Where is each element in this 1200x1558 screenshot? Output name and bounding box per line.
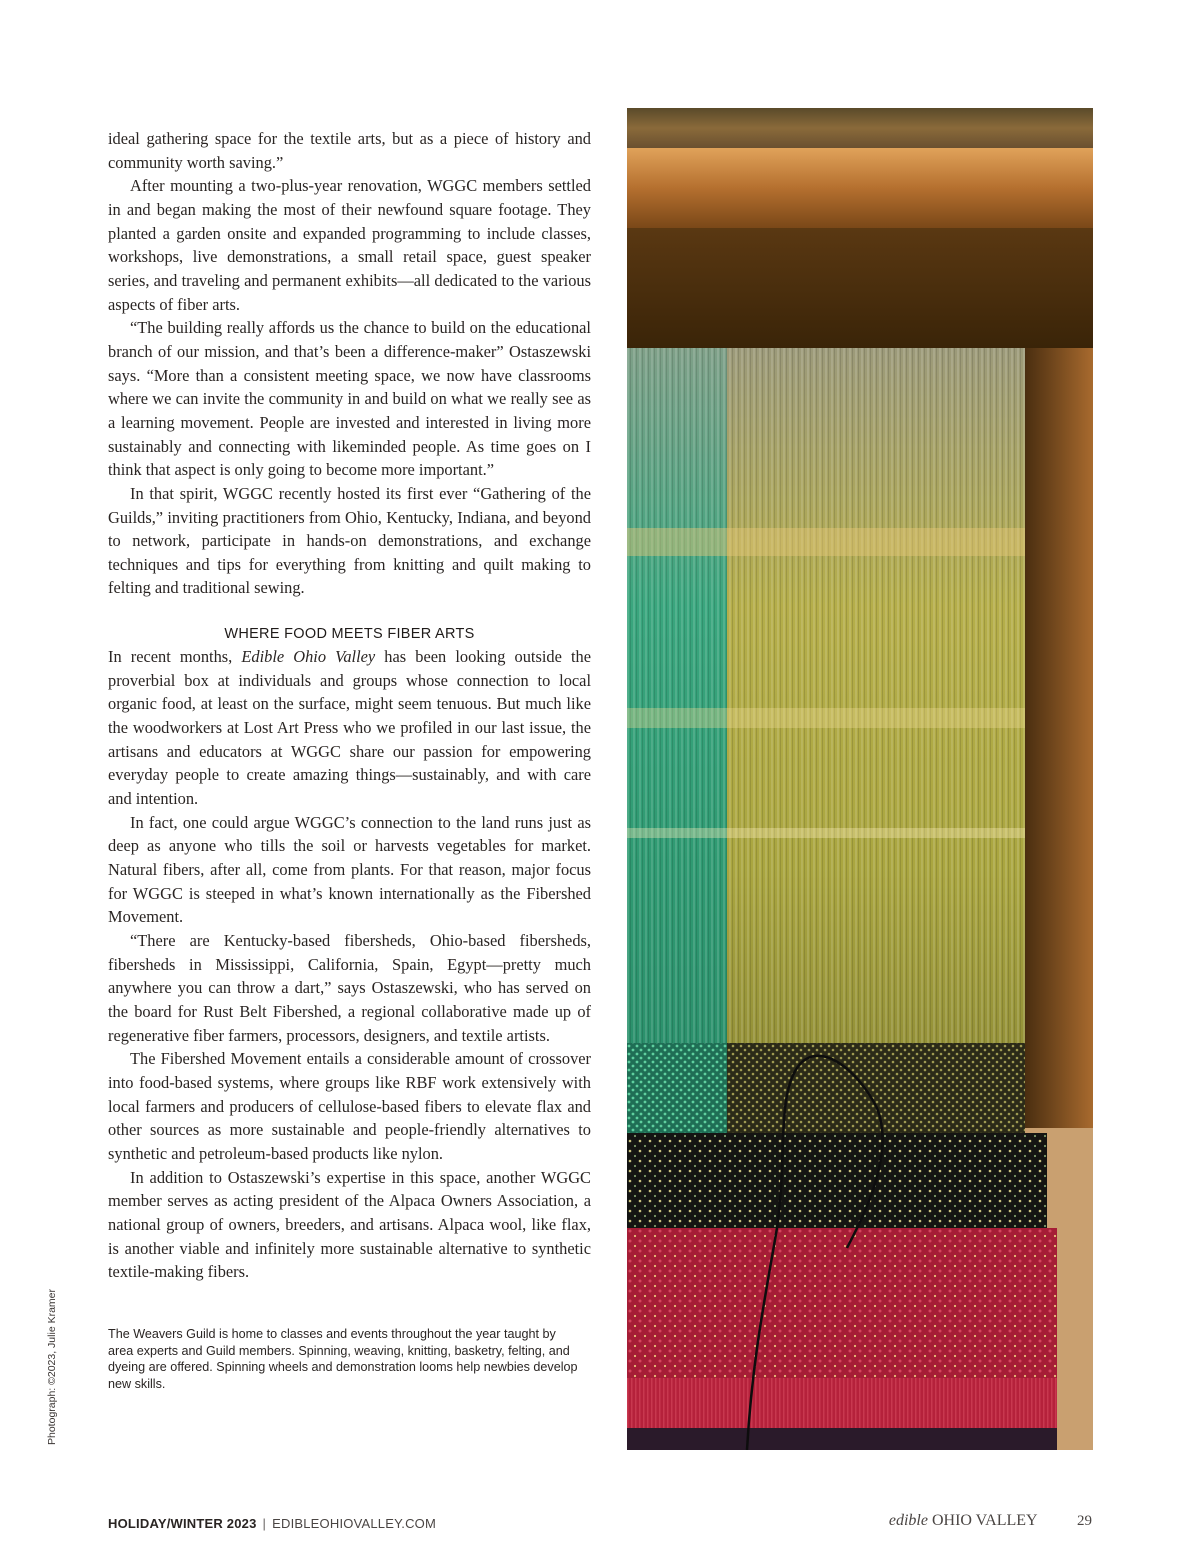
footer-brand-edible: edible xyxy=(888,1512,928,1529)
article-paragraph xyxy=(108,645,591,811)
loom-photo xyxy=(627,108,1093,1450)
article-paragraph: In addition to Ostaszewski’s expertise in this space, another WGGC member serves as acting president of the Alpaca Owners Association, a national group of owners, breeders, and artisans. Alpaca wool, like flax, is another viable and infinitely more sustainable alternative to synthetic textile-making fibers. xyxy=(108,1167,591,1282)
article-paragraph: After mounting a two-plus-year renovation, WGGC members settled in and began making the most of their newfound square footage. They planted a garden onsite and expanded programming to include classes, workshops, live demonstrations, a small retail space, guest speaker series, and traveling and permanent exhibits—all dedicated to the various aspects of fiber arts. xyxy=(108,176,591,314)
photo-caption: The Weavers Guild is home to classes and events throughout the year taught by area experts and Guild members. Spinning, weaving, knitting, basketry, felting, and dyeing are offered. Spinning wheels and demonstration looms help newbies develop new skills. xyxy=(108,1327,578,1391)
footer-website: EDIBLEOHIOVALLEY.COM xyxy=(272,1516,437,1531)
footer-issue: HOLIDAY/WINTER 2023 xyxy=(108,1516,257,1531)
section-heading: WHERE FOOD MEETS FIBER ARTS xyxy=(224,626,475,643)
footer-brand-line xyxy=(889,1512,1092,1530)
page-number: 29 xyxy=(1077,1513,1092,1529)
article-paragraph: ideal gathering space for the textile arts, but as a piece of history and community worth saving.” xyxy=(108,129,591,172)
article-paragraph: In fact, one could argue WGGC’s connection to the land runs just as deep as anyone who tills the soil or harvests vegetables for market. Natural fibers, after all, come from plants. For that reason, major focus for WGGC is steeped in what’s known internationally as the Fibershed Movement. xyxy=(108,812,591,927)
article-paragraph: “There are Kentucky-based fibersheds, Ohio-based fibersheds, fibersheds in Mississippi, California, Spain, Egypt—pretty much anywhere you can throw a dart,” says Ostaszewski, who has served on the board for Rust Belt Fibershed, a regional collaborative made up of regenerative fiber farmers, processors, designers, and textile artists. xyxy=(108,931,591,1045)
publication-name: Edible Ohio Valley xyxy=(241,647,376,667)
photo-credit: Photograph: ©2023, Julie Kramer xyxy=(46,1289,58,1445)
article-paragraph: In that spirit, WGGC recently hosted its first ever “Gathering of the Guilds,” inviting practitioners from Ohio, Kentucky, Indiana, and beyond to network, participate in hands-on demonstrations, and exchange techniques and tips for everything from knitting and quilt making to felting and traditional sewing. xyxy=(108,483,591,598)
footer-brand-name: OHIO VALLEY xyxy=(931,1512,1037,1529)
article-body xyxy=(108,127,591,1284)
article-paragraph: “The building really affords us the chance to build on the educational branch of our mission, and that’s been a difference-maker” Ostaszewski says. “More than a consistent meeting space, we now have classrooms where we can invite the community in and build on what we really see as a learning movement. People are invested and interested in living more sustainably and connecting with likeminded people. As time goes on I think that aspect is only going to become more important.” xyxy=(108,318,591,480)
footer-issue-line xyxy=(108,1516,436,1531)
footer-separator: | xyxy=(262,1516,267,1531)
article-paragraph: The Fibershed Movement entails a considerable amount of crossover into food-based systems, where groups like RBF work extensively with local farmers and producers of cellulose-based fibers to elevate flax and other sources as more sustainable and people-friendly alternatives to synthetic and petroleum-based products like nylon. xyxy=(108,1049,591,1163)
paragraph-text: has been looking outside the proverbial box at individuals and groups whose connection to local organic food, at least on the surface, might seem tenuous. But much like the woodworkers at Lost Art Press who we profiled in our last issue, the artisans and educators at WGGC share our passion for empowering everyday people to create amazing things—sustainably, and with care and intention. xyxy=(108,647,591,809)
paragraph-text: In recent months, xyxy=(108,647,242,667)
